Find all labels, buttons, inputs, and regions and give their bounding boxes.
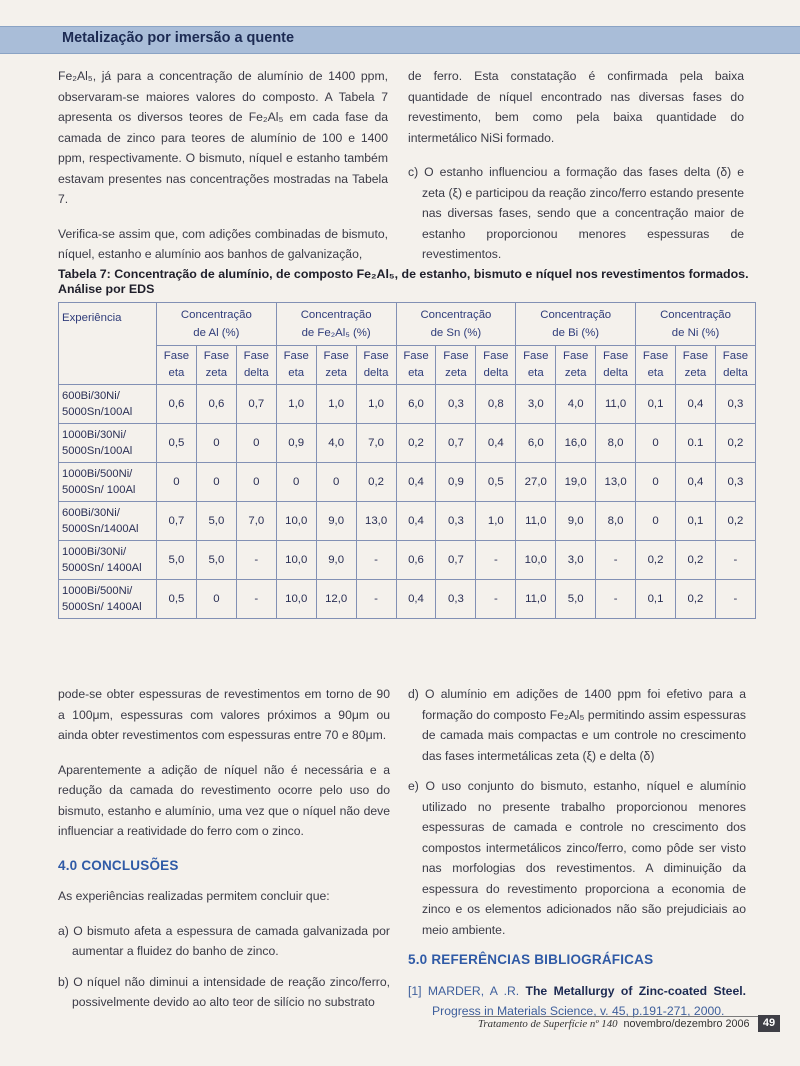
table-cell: 10,0	[516, 541, 556, 580]
table-cell: 0,6	[396, 541, 436, 580]
table-cell: 4,0	[316, 424, 356, 463]
table-row	[59, 580, 756, 619]
experiment-header: Experiência	[59, 303, 157, 385]
table-cell: 11,0	[516, 580, 556, 619]
table-cell: 0	[316, 463, 356, 502]
table-cell: 0,3	[715, 463, 755, 502]
group-header: Concentração de Fe₂Al₅ (%)	[276, 303, 396, 346]
table-row	[59, 424, 756, 463]
group-header: Concentração de Bi (%)	[516, 303, 636, 346]
phase-header: Fase delta	[476, 346, 516, 385]
table-cell: 0,9	[276, 424, 316, 463]
table-cell: 0,4	[396, 463, 436, 502]
section-header-title: Metalização por imersão a quente	[62, 30, 295, 46]
table-cell: 9,0	[316, 541, 356, 580]
table-row	[59, 385, 756, 424]
table-cell: 0,7	[436, 541, 476, 580]
footer-divider	[462, 1016, 762, 1017]
paragraph: pode-se obter espessuras de revestimentos em torno de 90 a 100μm, espessuras com valores próximos a 90μm ou ainda obter revestimentos com espessuras entre 70 e 80μm.	[58, 687, 390, 742]
table-cell: 0,6	[196, 385, 236, 424]
reference-1: [1] MARDER, A .R. The Metallurgy of Zinc-coated Steel. Progress in Materials Science, v. 45, p.191-271, 2000.	[408, 983, 747, 1018]
table-cell: 1,0	[276, 385, 316, 424]
table-cell: 12,0	[316, 580, 356, 619]
table-cell: 0	[236, 424, 276, 463]
phase-header: Fase zeta	[556, 346, 596, 385]
table-cell: 8,0	[596, 502, 636, 541]
right-column-bottom	[408, 684, 746, 1036]
table-cell: 6,0	[396, 385, 436, 424]
section-title-references: 5.0 REFERÊNCIAS BIBLIOGRÁFICAS	[408, 952, 654, 967]
table-cell: -	[476, 541, 516, 580]
table-cell: 0	[636, 502, 676, 541]
phase-header: Fase zeta	[436, 346, 476, 385]
phase-header: Fase eta	[157, 346, 197, 385]
table-cell: 5,0	[556, 580, 596, 619]
journal-name: Tratamento de Superfície nº 140	[478, 1018, 618, 1030]
table-cell: 7,0	[236, 502, 276, 541]
conclusion-item-c: c) O estanho influenciou a formação das fases delta (δ) e zeta (ξ) e participou da reação zinco/ferro estando presente nas diversas fases, sendo que a concentração maior de estanho proporcionou menores espessuras de revestimentos.	[408, 165, 744, 261]
table-cell: 13,0	[356, 502, 396, 541]
table-cell: 0,2	[675, 541, 715, 580]
phase-header: Fase delta	[356, 346, 396, 385]
table-cell: 3,0	[556, 541, 596, 580]
table-cell: 0	[196, 463, 236, 502]
table-cell: 0	[276, 463, 316, 502]
right-column-top	[408, 66, 744, 275]
phase-header: Fase zeta	[316, 346, 356, 385]
table-cell: 19,0	[556, 463, 596, 502]
table-cell: 0	[196, 580, 236, 619]
table-cell: 3,0	[516, 385, 556, 424]
table-cell: 0,2	[636, 541, 676, 580]
table-cell: 0,2	[675, 580, 715, 619]
table-cell: 0,5	[157, 580, 197, 619]
table-row	[59, 463, 756, 502]
paragraph: As experiências realizadas permitem concluir que:	[58, 889, 330, 903]
table-cell: 9,0	[316, 502, 356, 541]
issue-date: novembro/dezembro 2006	[623, 1018, 750, 1030]
table-cell: 5,0	[157, 541, 197, 580]
table-cell: 16,0	[556, 424, 596, 463]
table-cell: 1,0	[356, 385, 396, 424]
table-cell: 0,4	[396, 502, 436, 541]
table-cell: 6,0	[516, 424, 556, 463]
table-row	[59, 541, 756, 580]
conclusion-item-e: e) O uso conjunto do bismuto, estanho, níquel e alumínio utilizado no presente trabalho proporcionou menores espessuras de camada e controle no crescimento dos compostos intermetálicos zinco/ferro, como pôde ser visto nas morfologias dos revestimentos. A diminuição da espessura do revestimento proporciona a economia de zinco e os elementos adicionados não são prejudiciais ao meio ambiente.	[408, 779, 746, 937]
table-cell: 0,1	[636, 580, 676, 619]
experiment-label: 1000Bi/500Ni/ 5000Sn/ 1400Al	[59, 580, 157, 619]
phase-header: Fase delta	[715, 346, 755, 385]
section-title-conclusions: 4.0 CONCLUSÕES	[58, 857, 179, 873]
table-caption: Tabela 7: Concentração de alumínio, de composto Fe₂Al₅, de estanho, bismuto e níquel nos revestimentos formados. Análise por EDS	[58, 267, 749, 296]
table-cell: 5,0	[196, 541, 236, 580]
paragraph: Fe₂Al₅, já para a concentração de alumínio de 1400 ppm, observaram-se maiores valores do composto. A Tabela 7 apresenta os diversos teores de Fe₂Al₅ em cada fase da camada de zinco para teores de alumínio de 100 e 1400 ppm, respectivamente. O bismuto, níquel e estanho também estavam presentes nas concentrações mostradas na Tabela 7.	[58, 69, 388, 206]
table-row	[59, 502, 756, 541]
table-cell: 0,7	[236, 385, 276, 424]
table-cell: -	[356, 580, 396, 619]
table-cell: 4,0	[556, 385, 596, 424]
phase-header: Fase delta	[236, 346, 276, 385]
phase-header: Fase eta	[276, 346, 316, 385]
table-cell: 27,0	[516, 463, 556, 502]
table-cell: 0.1	[675, 424, 715, 463]
table-cell: -	[236, 580, 276, 619]
experiment-label: 1000Bi/30Ni/ 5000Sn/100Al	[59, 424, 157, 463]
table-cell: 0,8	[476, 385, 516, 424]
experiment-label: 1000Bi/30Ni/ 5000Sn/ 1400Al	[59, 541, 157, 580]
table-cell: -	[715, 580, 755, 619]
table-cell: -	[476, 580, 516, 619]
table-cell: 0,4	[396, 580, 436, 619]
table-cell: 0,5	[157, 424, 197, 463]
phase-header: Fase eta	[636, 346, 676, 385]
table-cell: 0,1	[636, 385, 676, 424]
table-cell: 13,0	[596, 463, 636, 502]
conclusion-item-b: b) O níquel não diminui a intensidade de reação zinco/ferro, possivelmente devido ao alto teor de silício no substrato	[58, 974, 390, 1009]
table-cell: -	[356, 541, 396, 580]
table-cell: 0,3	[436, 580, 476, 619]
table-cell: 1,0	[316, 385, 356, 424]
table-cell: 0,4	[675, 463, 715, 502]
phase-header: Fase zeta	[675, 346, 715, 385]
table-cell: 0,3	[436, 385, 476, 424]
phase-header: Fase zeta	[196, 346, 236, 385]
table-cell: 0,6	[157, 385, 197, 424]
table-cell: 0,3	[715, 385, 755, 424]
group-header: Concentração de Sn (%)	[396, 303, 516, 346]
table-cell: 11,0	[516, 502, 556, 541]
table-cell: 0,2	[715, 424, 755, 463]
table-cell: 0	[196, 424, 236, 463]
table-cell: 0	[636, 424, 676, 463]
table-cell: 0	[636, 463, 676, 502]
phase-header: Fase eta	[396, 346, 436, 385]
table-cell: 0,2	[715, 502, 755, 541]
table-cell: 0,4	[476, 424, 516, 463]
page-number: 49	[758, 1015, 780, 1032]
table-cell: 1,0	[476, 502, 516, 541]
table-cell: 0,9	[436, 463, 476, 502]
paragraph: de ferro. Esta constatação é confirmada pela baixa quantidade de níquel encontrado nas diversas fases do revestimento, bem como pela baixa quantidade do intermetálico NiSi formado.	[408, 69, 744, 145]
group-header: Concentração de Ni (%)	[636, 303, 756, 346]
table-cell: 0,3	[436, 502, 476, 541]
table-cell: 0,7	[436, 424, 476, 463]
table-cell: 0,2	[356, 463, 396, 502]
table-cell: -	[596, 580, 636, 619]
table-cell: -	[596, 541, 636, 580]
table-cell: 11,0	[596, 385, 636, 424]
table-cell: 0,4	[675, 385, 715, 424]
table-cell: 0,7	[157, 502, 197, 541]
table-cell: 0,1	[675, 502, 715, 541]
table-cell: 10,0	[276, 502, 316, 541]
table-cell: 9,0	[556, 502, 596, 541]
experiment-label: 600Bi/30Ni/ 5000Sn/1400Al	[59, 502, 157, 541]
table-cell: 7,0	[356, 424, 396, 463]
table-cell: 0,5	[476, 463, 516, 502]
paragraph: Aparentemente a adição de níquel não é necessária e a redução da camada do revestimento ocorre pelo uso do bismuto, estanho e alumínio, uma vez que o níquel não deve influenciar a reatividade do ferro com o zinco.	[58, 762, 390, 838]
table-cell: 8,0	[596, 424, 636, 463]
left-column-top	[58, 66, 388, 279]
left-column-bottom	[58, 684, 390, 1023]
conclusion-item-a: a) O bismuto afeta a espessura de camada galvanizada por aumentar a fluidez do banho de zinco.	[58, 923, 390, 958]
table-cell: -	[715, 541, 755, 580]
table-cell: 0	[236, 463, 276, 502]
data-table	[58, 302, 756, 619]
table-cell: 0,2	[396, 424, 436, 463]
table-cell: 10,0	[276, 580, 316, 619]
footer	[478, 1018, 750, 1030]
phase-header: Fase eta	[516, 346, 556, 385]
experiment-label: 1000Bi/500Ni/ 5000Sn/ 100Al	[59, 463, 157, 502]
paragraph: Verifica-se assim que, com adições combinadas de bismuto, níquel, estanho e alumínio aos banhos de galvanização,	[58, 226, 388, 261]
table-cell: 0	[157, 463, 197, 502]
table-cell: 5,0	[196, 502, 236, 541]
experiment-label: 600Bi/30Ni/ 5000Sn/100Al	[59, 385, 157, 424]
phase-header: Fase delta	[596, 346, 636, 385]
group-header: Concentração de Al (%)	[157, 303, 277, 346]
table-cell: -	[236, 541, 276, 580]
table-cell: 10,0	[276, 541, 316, 580]
conclusion-item-d: d) O alumínio em adições de 1400 ppm foi efetivo para a formação do composto Fe₂Al₅ permitindo assim espessuras de camada mais compactas e um controle no crescimento das fases intermetálicas zeta (ξ) e delta (δ)	[408, 687, 746, 763]
